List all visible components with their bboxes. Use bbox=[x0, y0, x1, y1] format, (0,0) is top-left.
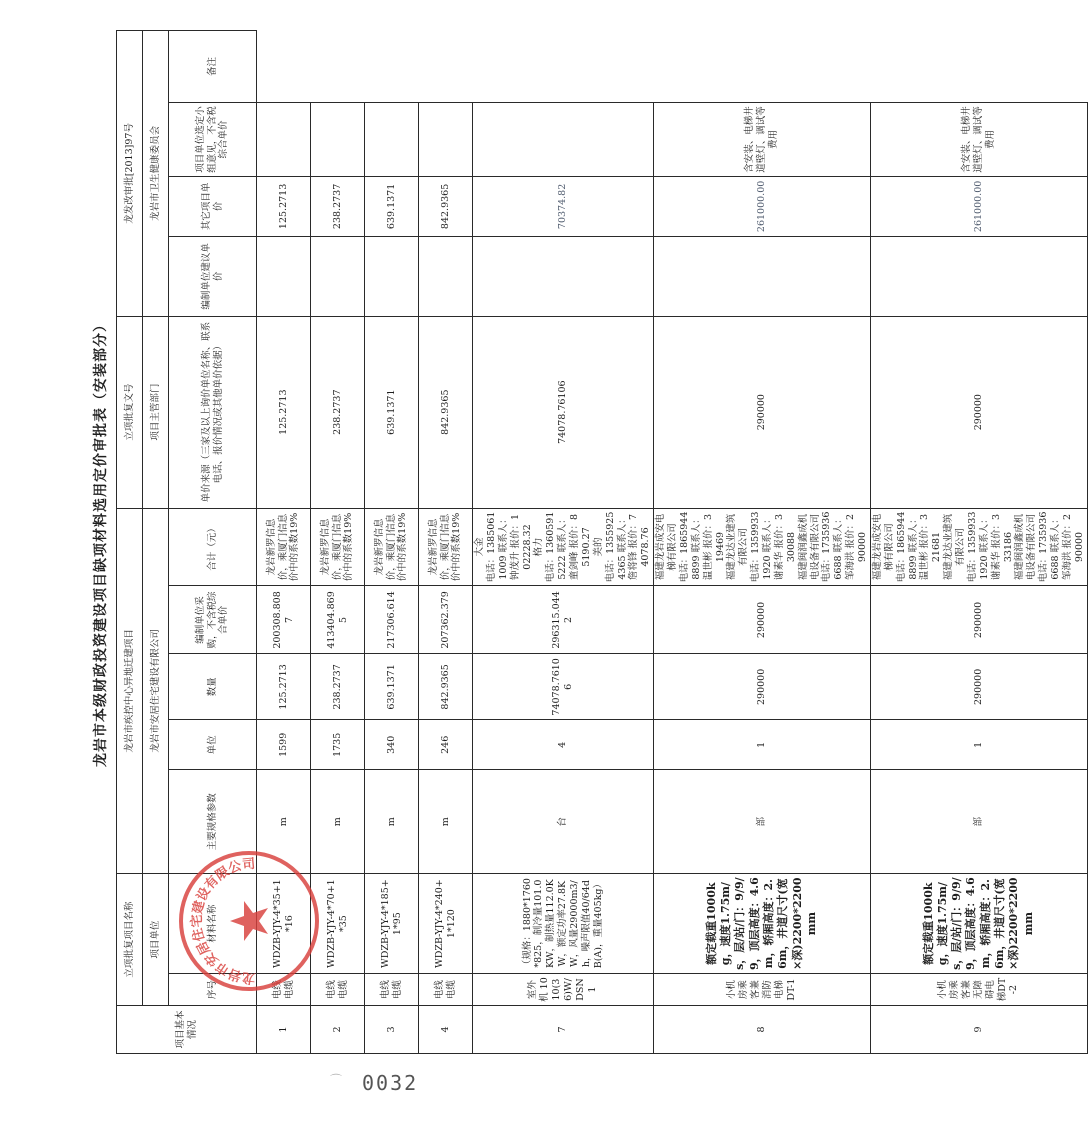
row-source bbox=[311, 508, 365, 586]
row-other-price bbox=[654, 236, 871, 316]
source-line: 龙岩新罗信息价，乘厦门信息价中的系数19% bbox=[373, 512, 409, 582]
row-note bbox=[473, 103, 654, 177]
source-line: 福建龙岩成安电梯有限公司 bbox=[655, 513, 678, 581]
row-qty: 4 bbox=[473, 720, 654, 770]
row-unit: m bbox=[257, 770, 311, 874]
col-other-price: 其它项目单价 bbox=[169, 176, 257, 236]
col-name: 材料名称 bbox=[169, 874, 257, 974]
row-compiled-price: 125.2713 bbox=[257, 654, 311, 720]
row-name: 电线电缆 bbox=[419, 974, 473, 1006]
row-name: 电线电缆 bbox=[365, 974, 419, 1006]
row-source bbox=[654, 508, 871, 586]
row-suggested-price: 842.9365 bbox=[419, 316, 473, 508]
row-name: 小机房乘客兼无障碍电梯DT-2 bbox=[870, 974, 1087, 1006]
row-total: 290000 bbox=[870, 586, 1087, 654]
row-other-price bbox=[419, 236, 473, 316]
row-source bbox=[419, 508, 473, 586]
row-name: 室外机 1010(36)W/DSN1 bbox=[473, 974, 654, 1006]
row-seq: 7 bbox=[473, 1006, 654, 1054]
row-note bbox=[365, 103, 419, 177]
row-other-price bbox=[365, 236, 419, 316]
dept-name: 龙岩市卫生健康委员会 bbox=[143, 31, 169, 317]
dept-label: 项目主管部门 bbox=[143, 316, 169, 508]
row-note bbox=[311, 103, 365, 177]
page-number: 0032 bbox=[362, 1071, 419, 1095]
row-suggested-price: 74078.76106 bbox=[473, 316, 654, 508]
row-suggested-price: 639.1371 bbox=[365, 316, 419, 508]
row-note bbox=[419, 103, 473, 177]
source-line: 福建龙岩成安电梯有限公司 bbox=[871, 513, 895, 581]
table-row bbox=[870, 31, 1087, 1054]
approval-doc-label: 立项批复文号 bbox=[117, 316, 143, 508]
row-name: 小机房乘客兼消防电梯DT-1 bbox=[654, 974, 871, 1006]
row-seq: 2 bbox=[311, 1006, 365, 1054]
approval-doc: 龙发改审批[2013]97号 bbox=[117, 31, 143, 317]
document-title: 龙岩市本级财政投资建设项目缺项材料选用定价审批表（安装部分） bbox=[93, 317, 109, 767]
spec-text: 额定载重1000kg，速度1.75m/s，层/站/门：9/9/9，顶层高度：4.6m，轿厢高度：2.6m，井道尺寸(宽×深)2200*2200mm bbox=[704, 877, 818, 971]
row-spec bbox=[654, 874, 871, 974]
row-total: 413404.8695 bbox=[311, 586, 365, 654]
row-spec bbox=[870, 874, 1087, 974]
row-final-price: 70374.82 bbox=[473, 176, 654, 236]
row-seq: 8 bbox=[654, 1006, 871, 1054]
col-compiled-price: 编制单位采购，不含税综合单价 bbox=[169, 586, 257, 654]
unit-name: 龙岩市安居住宅建设有限公司 bbox=[143, 508, 169, 874]
project-name: 龙岩市疾控中心异地迁建项目 bbox=[117, 508, 143, 874]
row-qty: 1 bbox=[654, 720, 871, 770]
col-qty: 数量 bbox=[169, 654, 257, 720]
source-line: 电话：13599331920 联系人：谢素华 报价：333186 bbox=[966, 511, 1014, 583]
source-line: 福建闽润鑫成机电设备有限公司 bbox=[1014, 513, 1038, 581]
col-suggested-price: 编制单位建议单价 bbox=[169, 236, 257, 316]
source-line: 龙岩新罗信息价，乘厦门信息价中的系数19% bbox=[319, 512, 355, 582]
row-note: 含安装、电梯井道壁灯、调试等费用 bbox=[870, 103, 1087, 177]
svg-text:龙岩市安居住宅建设有限公司: 龙岩市安居住宅建设有限公司 bbox=[190, 856, 256, 986]
table-row bbox=[654, 31, 871, 1054]
source-line: 电话：17359366688 联系人：邹海洪 报价：290000 bbox=[1038, 511, 1085, 583]
row-suggested-price: 125.2713 bbox=[257, 316, 311, 508]
row-unit: m bbox=[419, 770, 473, 874]
source-line: 美的 bbox=[592, 537, 604, 557]
source-line: 格力 bbox=[533, 537, 545, 557]
row-total: 200308.8087 bbox=[257, 586, 311, 654]
unit-label: 项目单位 bbox=[143, 874, 169, 1006]
source-line: 大金 bbox=[474, 537, 485, 557]
row-qty: 1735 bbox=[311, 720, 365, 770]
table-row bbox=[365, 31, 419, 1054]
row-unit: 部 bbox=[654, 770, 871, 874]
row-compiled-price: 238.2737 bbox=[311, 654, 365, 720]
source-line: 电话：17359366688 联系人：邹海洪 报价：290000 bbox=[821, 511, 868, 583]
row-spec: WDZB-YJY-4*35+1*16 bbox=[257, 874, 311, 974]
row-source bbox=[365, 508, 419, 586]
company-seal-icon bbox=[174, 846, 324, 996]
row-seq: 4 bbox=[419, 1006, 473, 1054]
row-name: 电线电缆 bbox=[257, 974, 311, 1006]
row-spec: WDZB-YJY-4*185+1*95 bbox=[365, 874, 419, 974]
col-note: 备注 bbox=[169, 31, 257, 103]
row-unit: m bbox=[365, 770, 419, 874]
row-spec: WDZB-YJY-4*240+1*120 bbox=[419, 874, 473, 974]
row-note: 含安装、电梯井道壁灯、调试等费用 bbox=[654, 103, 871, 177]
row-suggested-price: 290000 bbox=[654, 316, 871, 508]
rotated-sheet bbox=[88, 30, 1085, 1054]
col-total: 合计（元） bbox=[169, 508, 257, 586]
row-source bbox=[473, 508, 654, 586]
source-line: 电话：18659448899 联系人：温世彬 报价：319469 bbox=[678, 511, 726, 583]
row-compiled-price: 74078.76106 bbox=[473, 654, 654, 720]
row-qty: 1 bbox=[870, 720, 1087, 770]
spec-text: 额定载重1000kg，速度1.75m/s，层/站/门：9/9/9，顶层高度：4.6m，轿厢高度：2.6m，井道尺寸(宽×深)2200*2200mm bbox=[921, 877, 1035, 971]
row-compiled-price: 842.9365 bbox=[419, 654, 473, 720]
row-compiled-price: 639.1371 bbox=[365, 654, 419, 720]
row-seq: 3 bbox=[365, 1006, 419, 1054]
table-row bbox=[473, 31, 654, 1054]
row-source bbox=[870, 508, 1087, 586]
source-line: 电话：18659448899 联系人：温世彬 报价：321681 bbox=[895, 511, 943, 583]
row-final-price: 842.9365 bbox=[419, 176, 473, 236]
row-total: 290000 bbox=[654, 586, 871, 654]
col-source: 单价来源（三家及以上询价单位名称、联系电话、报价情况或其他单价依据） bbox=[169, 316, 257, 508]
table-row bbox=[419, 31, 473, 1054]
source-line: 电话：13559254365 联系人：詹将锋 报价：74078.76 bbox=[604, 511, 652, 583]
col-unit: 单位 bbox=[169, 720, 257, 770]
row-seq: 1 bbox=[257, 1006, 311, 1054]
row-total: 296315.0442 bbox=[473, 586, 654, 654]
col-seq: 序号 bbox=[169, 974, 257, 1006]
row-qty: 1599 bbox=[257, 720, 311, 770]
col-final-price: 项目单位选定小组意见，不含税综合单价 bbox=[169, 103, 257, 177]
row-spec: WDZB-YJY-4*70+1*35 bbox=[311, 874, 365, 974]
row-compiled-price: 290000 bbox=[870, 654, 1087, 720]
col-spec: 主要规格参数 bbox=[169, 770, 257, 874]
source-line: 电话：13605915222 联系人：童剑峰 报价：85190.27 bbox=[545, 511, 592, 583]
row-final-price: 639.1371 bbox=[365, 176, 419, 236]
row-final-price: 125.2713 bbox=[257, 176, 311, 236]
basic-info-label: 项目基本情况 bbox=[117, 1006, 257, 1054]
source-line: 龙岩新罗信息价，乘厦门信息价中的系数19% bbox=[265, 512, 301, 582]
row-seq: 9 bbox=[870, 1006, 1087, 1054]
project-name-label: 立项批复项目名称 bbox=[117, 874, 143, 1006]
row-final-price: 238.2737 bbox=[311, 176, 365, 236]
row-unit: 部 bbox=[870, 770, 1087, 874]
row-final-price: 261000.00 bbox=[654, 176, 871, 236]
row-unit: 台 bbox=[473, 770, 654, 874]
row-source bbox=[257, 508, 311, 586]
row-suggested-price: 238.2737 bbox=[311, 316, 365, 508]
row-note bbox=[257, 103, 311, 177]
row-other-price bbox=[473, 236, 654, 316]
row-qty: 246 bbox=[419, 720, 473, 770]
source-line: 福建龙达业建筑有限公司 bbox=[726, 513, 750, 581]
header-row-project bbox=[117, 31, 143, 1054]
row-other-price bbox=[311, 236, 365, 316]
row-total: 217306.614 bbox=[365, 586, 419, 654]
row-other-price bbox=[257, 236, 311, 316]
stray-mark: ⌒ bbox=[330, 1073, 343, 1087]
header-row-unit bbox=[143, 31, 169, 1054]
source-line: 龙岩新罗信息价，乘厦门信息价中的系数19% bbox=[427, 512, 463, 582]
row-compiled-price: 290000 bbox=[654, 654, 871, 720]
source-line: 福建龙达业建筑有限公司 bbox=[943, 513, 966, 581]
row-final-price: 261000.00 bbox=[870, 176, 1087, 236]
row-spec: （规格：1880*1760*825，制冷量101.0KW，制热量112.0KW，额定功率27.8KW，风量29000m3/h，噪声限值40/64dB(A)，重量405kg） bbox=[473, 874, 654, 974]
row-other-price bbox=[870, 236, 1087, 316]
source-line: 福建闽润鑫成机电设备有限公司 bbox=[797, 513, 821, 581]
source-line: 电话：13850611009 联系人：钟茂升 报价：102228.32 bbox=[485, 511, 533, 583]
row-total: 207362.379 bbox=[419, 586, 473, 654]
row-qty: 340 bbox=[365, 720, 419, 770]
row-name: 电线电缆 bbox=[311, 974, 365, 1006]
row-suggested-price: 290000 bbox=[870, 316, 1087, 508]
source-line: 电话：13599331920 联系人：谢素华 报价：330088 bbox=[750, 511, 797, 583]
row-unit: m bbox=[311, 770, 365, 874]
